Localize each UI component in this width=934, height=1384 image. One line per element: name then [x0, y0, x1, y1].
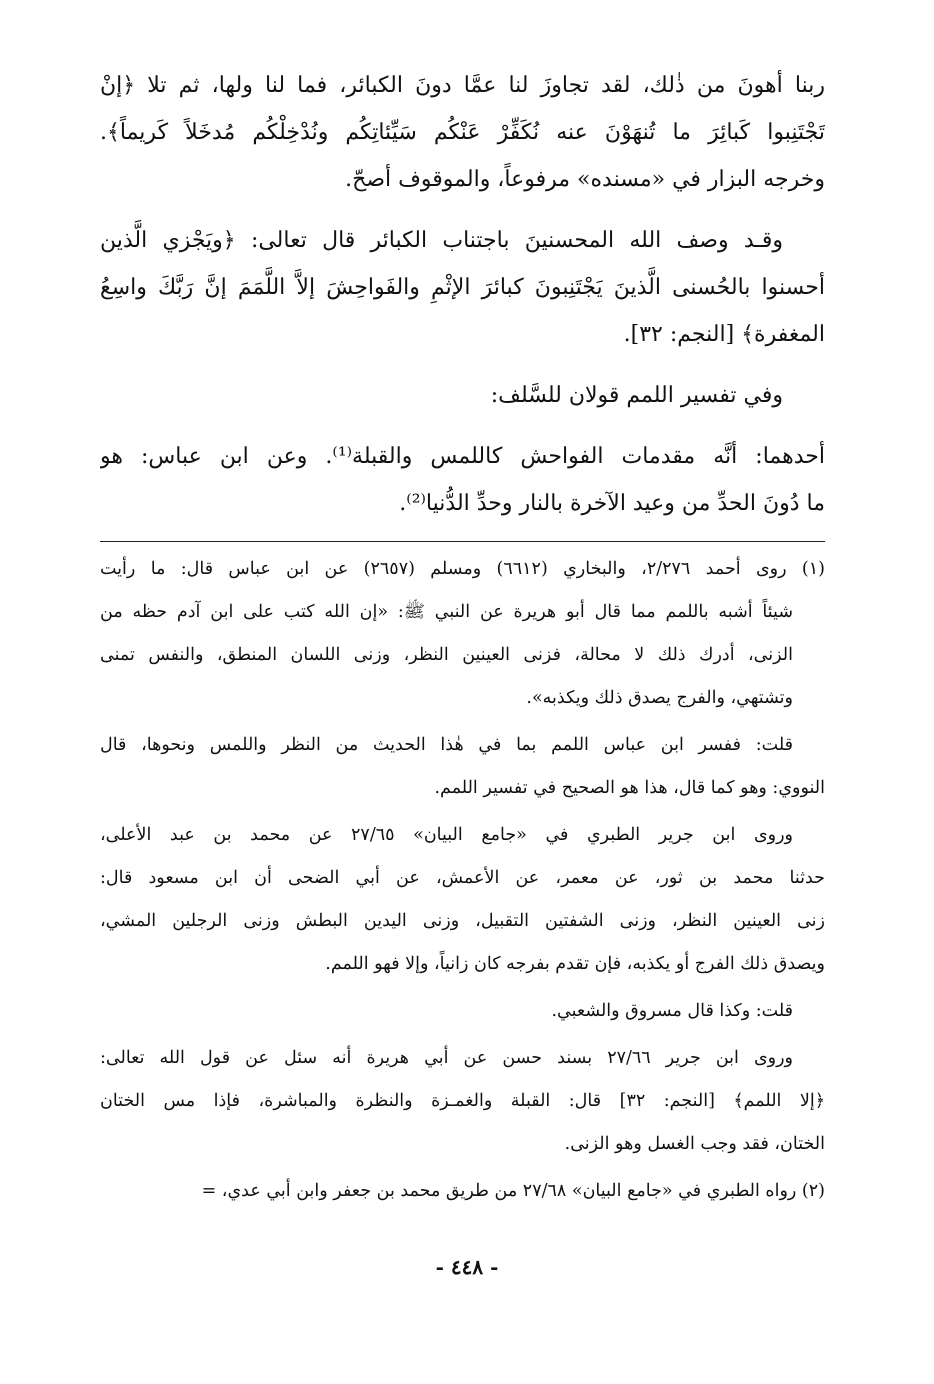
main-text — [100, 62, 825, 527]
text-line: وقـد وصف الله المحسنينَ باجتناب الكبائر قال تعالى: ﴿ويَجْزي الَّذين — [100, 228, 783, 253]
footnote-line: زنى العينين النظر، وزنى الشفتين التقبيل، وزنى اليدين البطش وزنى الرجلين المشي، — [100, 911, 825, 931]
footnote-1-ibn-masud — [100, 814, 825, 986]
footnote-line: وروى ابن جرير ٢٧/٦٦ بسند حسن عن أبي هريرة أنه سئل عن قول الله تعالى: — [100, 1048, 794, 1068]
paragraph-hadith-ending — [100, 62, 825, 203]
footnote-line: ﴿إلا اللمم﴾ [النجم: ٣٢] قال: القبلة والغمـزة والنظرة والمباشرة، فإذا مس الختان — [100, 1091, 825, 1111]
footnote-line: حدثنا محمد بن ثور، عن معمر، عن الأعمش، عن أبي الضحى أن ابن مسعود قال: — [100, 868, 825, 888]
text-line: ما دُونَ الحدِّ من وعيد الآخرة بالنار وحدِّ الدُّنيا⁽²⁾. — [399, 491, 825, 516]
footnote-separator — [100, 541, 825, 542]
footnote-line: (١) روى أحمد ٢/٢٧٦، والبخاري (٦٦١٢) ومسلم (٢٦٥٧) عن ابن عباس قال: ما رأيت — [100, 559, 825, 579]
paragraph-lamam-intro — [100, 372, 825, 419]
text-line: تَجْتَنِبوا كَبائِرَ ما تُنهَوْنَ عنه نُكَفِّرْ عَنْكُم سَيِّئاتِكُم ونُدْخِلْكُم مُدخَلاً كَريماً﴾. — [100, 120, 825, 145]
footnote-line: وروى ابن جرير الطبري في «جامع البيان» ٢٧/٦٥ عن محمد بن عبد الأعلى، — [100, 825, 793, 845]
footnote-1-comment-nawawi — [100, 724, 825, 810]
footnote-line: الختان، فقد وجب الغسل وهو الزنى. — [564, 1134, 825, 1154]
book-page — [100, 62, 825, 1217]
footnote-line: النووي: وهو كما قال، هذا هو الصحيح في تفسير اللمم. — [434, 778, 825, 798]
paragraph-first-opinion — [100, 433, 825, 527]
footnote-2 — [100, 1170, 825, 1213]
footnote-line: قلت: ففسر ابن عباس اللمم بما في هٰذا الحديث من النظر واللمس ونحوها، قال — [100, 735, 793, 755]
footnote-line: شيئاً أشبه باللمم مما قال أبو هريرة عن النبي ﷺ: «إن الله كتب على ابن آدم حظه من — [100, 602, 793, 622]
text-line: أحسنوا بالحُسنى الَّذينَ يَجْتَنِبونَ كبائرَ الإثْمِ والفَواحِشَ إلاَّ اللَّمَمَ إنَّ رَبَّكَ واسِعُ — [100, 275, 825, 300]
text-line: ربنا أهونَ من ذٰلك، لقد تجاوزَ لنا عمَّا دونَ الكبائر، فما لنا ولها، ثم تلا ﴿إنْ — [100, 73, 825, 98]
footnote-1-abu-hurayra — [100, 1037, 825, 1166]
footnote-line: وتشتهي، والفرج يصدق ذلك ويكذبه». — [526, 688, 793, 708]
page-number: - ٤٤٨ - — [435, 1255, 499, 1279]
text-line: المغفرة﴾ [النجم: ٣٢]. — [623, 322, 825, 347]
footnote-line: الزنى، أدرك ذلك لا محالة، فزنى العينين النظر، وزنى اللسان المنطق، والنفس تمنى — [100, 645, 793, 665]
text-line: أحدهما: أنَّه مقدمات الفواحش كاللمس والقبلة⁽¹⁾. وعن ابن عباس: هو — [100, 444, 825, 469]
footnotes — [100, 548, 825, 1213]
footnote-line: ويصدق ذلك الفرج أو يكذبه، فإن تقدم بفرجه كان زانياً، وإلا فهو اللمم. — [325, 954, 825, 974]
footnote-line: (٢) رواه الطبري في «جامع البيان» ٢٧/٦٨ من طريق محمد بن جعفر وابن أبي عدي، = — [201, 1181, 825, 1201]
text-line: وخرجه البزار في «مسنده» مرفوعاً، والموقوف أصحّ. — [345, 167, 825, 192]
paragraph-muhsinin — [100, 217, 825, 358]
footnote-line: قلت: وكذا قال مسروق والشعبي. — [551, 1001, 793, 1021]
footnote-1-masruq — [100, 990, 825, 1033]
text-line: وفي تفسير اللمم قولان للسَّلف: — [490, 383, 783, 408]
footnote-1 — [100, 548, 825, 720]
